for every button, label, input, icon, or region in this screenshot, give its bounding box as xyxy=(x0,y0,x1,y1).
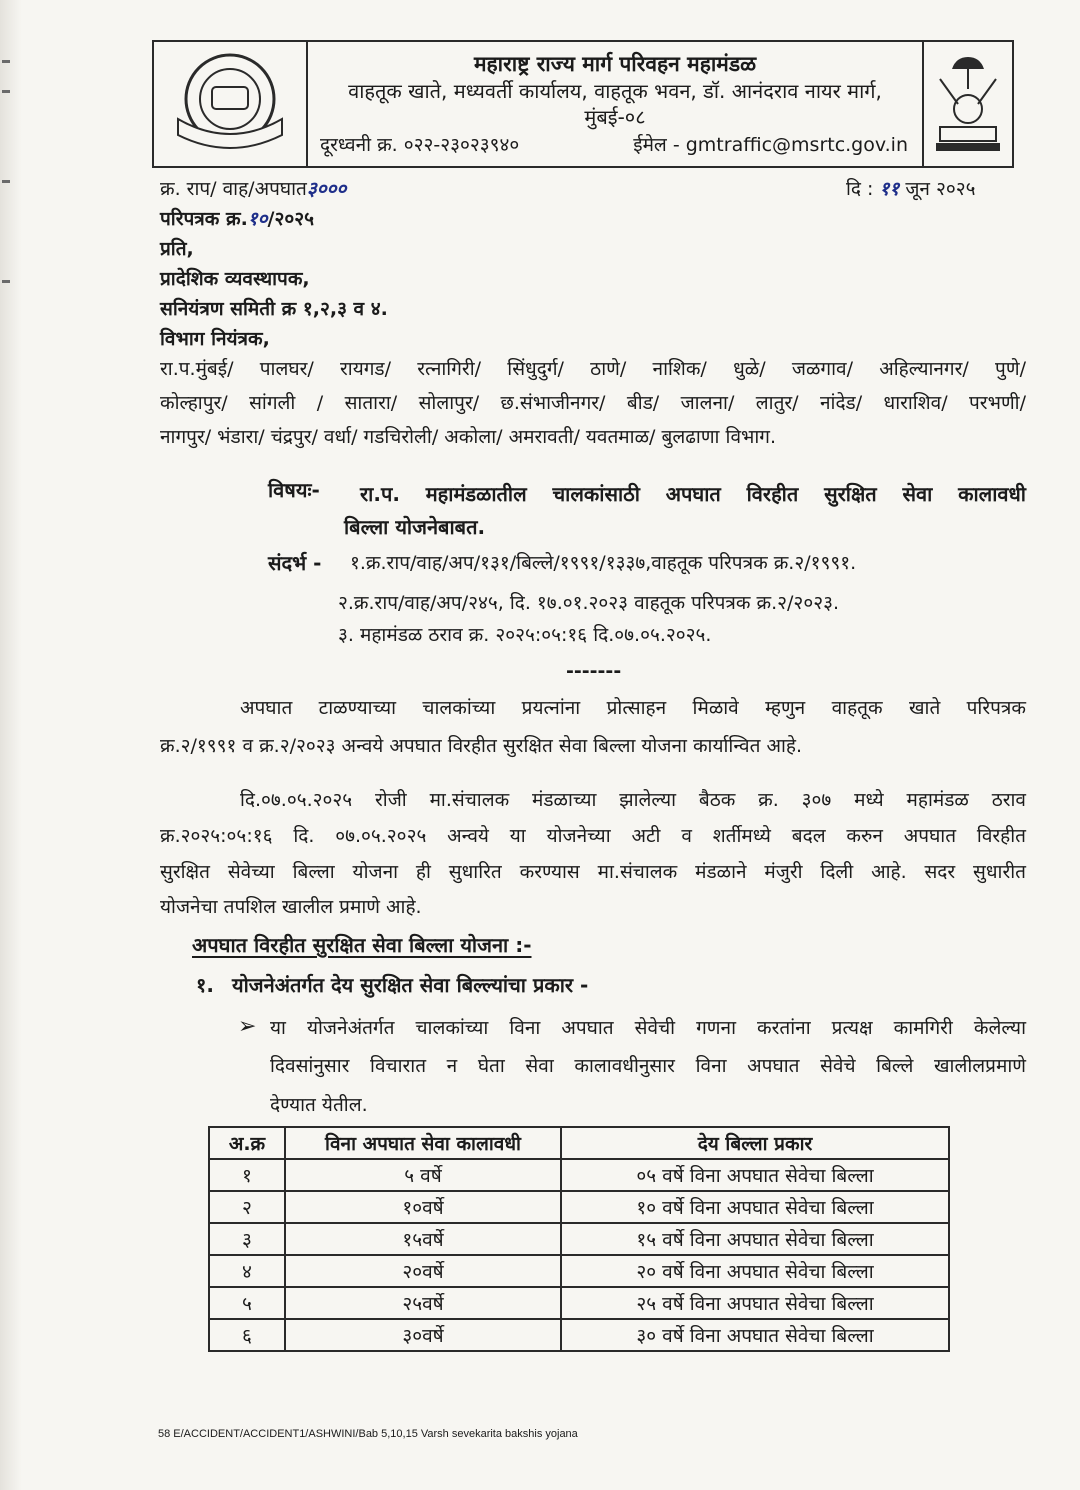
cell-service-period: १५वर्षे xyxy=(285,1223,561,1255)
para2-line1: दि.०७.०५.२०२५ रोजी मा.संचालक मंडळाच्या झालेल्या बैठक क्र. ३०७ मध्ये महामंडळ ठराव xyxy=(240,789,1026,811)
date-label: दि : xyxy=(846,178,874,200)
table-row xyxy=(209,1159,949,1191)
scheme-heading: अपघात विरहीत सुरक्षित सेवा बिल्ला योजना :- xyxy=(192,933,532,957)
cell-badge-type: १० वर्षे विना अपघात सेवेचा बिल्ला xyxy=(561,1191,949,1223)
subject-line-1: रा.प. महामंडळातील चालकांसाठी अपघात विरहीत सुरक्षित सेवा कालावधी xyxy=(360,482,1026,506)
arrow-bullet-icon: ➢ xyxy=(238,1014,257,1039)
separator: ------- xyxy=(566,660,622,682)
table-row xyxy=(209,1223,949,1255)
reference-label: संदर्भ - xyxy=(268,551,322,575)
item1-number: १. xyxy=(196,973,214,997)
letter-number-label: क्र. राप/ वाह/अपघात xyxy=(160,178,307,200)
edge-mark xyxy=(2,280,10,283)
cell-service-period: २०वर्षे xyxy=(285,1255,561,1287)
bullet-line1: या योजनेअंतर्गत चालकांच्या विना अपघात सेवेची गणना करतांना प्रत्यक्ष कामगिरी केलेल्या xyxy=(270,1017,1026,1039)
email-address: ईमेल - gmtraffic@msrtc.gov.in xyxy=(633,134,908,156)
badge-table xyxy=(208,1126,950,1352)
msrtc-logo-icon xyxy=(154,42,308,166)
cell-badge-type: ३० वर्षे विना अपघात सेवेचा बिल्ला xyxy=(561,1319,949,1351)
para1-line2: क्र.२/१९९१ व क्र.२/२०२३ अन्वये अपघात विरहीत सुरक्षित सेवा बिल्ला योजना कार्यान्वित आहे. xyxy=(160,735,802,757)
recipient-committee: सनियंत्रण समिती क्र १,२,३ व ४. xyxy=(160,298,388,320)
cell-badge-type: २५ वर्षे विना अपघात सेवेचा बिल्ला xyxy=(561,1287,949,1319)
col-badge-type: देय बिल्ला प्रकार xyxy=(561,1127,949,1159)
cell-badge-type: ०५ वर्षे विना अपघात सेवेचा बिल्ला xyxy=(561,1159,949,1191)
letter-number xyxy=(160,176,346,202)
letter-number-handwritten: ३००० xyxy=(306,178,347,200)
table-row xyxy=(209,1287,949,1319)
cell-badge-type: २० वर्षे विना अपघात सेवेचा बिल्ला xyxy=(561,1255,949,1287)
cell-sr-no: २ xyxy=(209,1191,285,1223)
date-handwritten: ११ xyxy=(879,178,900,200)
cell-service-period: १०वर्षे xyxy=(285,1191,561,1223)
circular-year: /२०२५ xyxy=(267,208,315,230)
cell-sr-no: १ xyxy=(209,1159,285,1191)
org-name: महाराष्ट्र राज्य मार्ग परिवहन महामंडळ xyxy=(473,52,757,76)
item1-title: योजनेअंतर्गत देय सुरक्षित सेवा बिल्ल्यांचा प्रकार - xyxy=(232,973,589,997)
table-row xyxy=(209,1319,949,1351)
letter-date xyxy=(846,176,976,202)
cell-sr-no: ३ xyxy=(209,1223,285,1255)
reference-2: २.क्र.राप/वाह/अप/२४५, दि. १७.०१.२०२३ वाहतूक परिपत्रक क्र.२/२०२३. xyxy=(338,592,839,614)
col-service-period: विना अपघात सेवा कालावधी xyxy=(285,1127,561,1159)
footer-file-path: 58 E/ACCIDENT/ACCIDENT1/ASHWINI/Bab 5,10,15 Varsh sevekarita bakshis yojana xyxy=(158,1428,578,1440)
subject-line-2: बिल्ला योजनेबाबत. xyxy=(344,515,486,539)
cell-sr-no: ५ xyxy=(209,1287,285,1319)
division-list-2: कोल्हापुर/ सांगली / सातारा/ सोलापुर/ छ.संभाजीनगर/ बीड/ जालना/ लातुर/ नांदेड/ धाराशिव/ परभणी/ xyxy=(160,392,1026,414)
subject-label: विषयः- xyxy=(268,478,320,502)
recipient-regional-manager: प्रादेशिक व्यवस्थापक, xyxy=(160,268,310,290)
division-list-3: नागपुर/ भंडारा/ चंद्रपुर/ वर्धा/ गडचिरोली/ अकोला/ अमरावती/ यवतमाळ/ बुलढाणा विभाग. xyxy=(160,426,777,448)
cell-sr-no: ६ xyxy=(209,1319,285,1351)
bullet-line3: देण्यात येतील. xyxy=(270,1094,368,1116)
para2-line3: सुरक्षित सेवेच्या बिल्ला योजना ही सुधारित करण्यास मा.संचालक मंडळाने मंजुरी दिली आहे. सदर सुधारीत xyxy=(160,861,1026,883)
edge-mark xyxy=(2,180,10,183)
page-left-edge xyxy=(0,0,22,1490)
table-row xyxy=(209,1191,949,1223)
circular-label: परिपत्रक क्र. xyxy=(160,208,248,230)
org-address: वाहतूक खाते, मध्यवर्ती कार्यालय, वाहतूक भवन, डॉ. आनंदराव नायर मार्ग, xyxy=(348,79,882,103)
table-header-row xyxy=(209,1127,949,1159)
reference-3: ३. महामंडळ ठराव क्र. २०२५:०५:१६ दि.०७.०५.२०२५. xyxy=(338,624,712,646)
division-list-1: रा.प.मुंबई/ पालघर/ रायगड/ रत्नागिरी/ सिंधुदुर्ग/ ठाणे/ नाशिक/ धुळे/ जळगाव/ अहिल्यानगर/ पुणे/ xyxy=(160,358,1026,380)
edge-mark xyxy=(2,60,10,63)
table-row xyxy=(209,1255,949,1287)
col-sr-no: अ.क्र xyxy=(209,1127,285,1159)
maharashtra-emblem-icon xyxy=(922,42,1012,166)
edge-mark xyxy=(2,90,10,93)
para2-line2: क्र.२०२५:०५:१६ दि. ०७.०५.२०२५ अन्वये या योजनेच्या अटी व शर्तीमध्ये बदल करुन अपघात विरहीत xyxy=(160,825,1026,847)
para1-line1: अपघात टाळण्याच्या चालकांच्या प्रयत्नांना प्रोत्साहन मिळावे म्हणुन वाहतूक खाते परिपत्रक xyxy=(240,697,1026,719)
cell-sr-no: ४ xyxy=(209,1255,285,1287)
date-month-year: जून २०२५ xyxy=(905,178,976,200)
org-address-city: मुंबई-०८ xyxy=(584,105,646,129)
circular-handwritten: १० xyxy=(247,208,268,230)
para2-line4: योजनेचा तपशिल खालील प्रमाणे आहे. xyxy=(160,896,422,918)
letterhead xyxy=(152,40,1014,168)
phone-number: दूरध्वनी क्र. ०२२-२३०२३९४० xyxy=(320,134,520,156)
bullet-line2: दिवसांनुसार विचारात न घेता सेवा कालावधीनुसार विना अपघात सेवेचे बिल्ले खालीलप्रमाणे xyxy=(270,1055,1026,1077)
recipient-divisional-controller: विभाग नियंत्रक, xyxy=(160,328,270,350)
prati: प्रति, xyxy=(160,238,194,260)
cell-service-period: ५ वर्षे xyxy=(285,1159,561,1191)
circular-number xyxy=(160,206,314,232)
cell-service-period: ३०वर्षे xyxy=(285,1319,561,1351)
reference-1: १.क्र.राप/वाह/अप/१३१/बिल्ले/१९९१/१३३७,वाहतूक परिपत्रक क्र.२/१९९१. xyxy=(350,552,857,574)
cell-badge-type: १५ वर्षे विना अपघात सेवेचा बिल्ला xyxy=(561,1223,949,1255)
cell-service-period: २५वर्षे xyxy=(285,1287,561,1319)
